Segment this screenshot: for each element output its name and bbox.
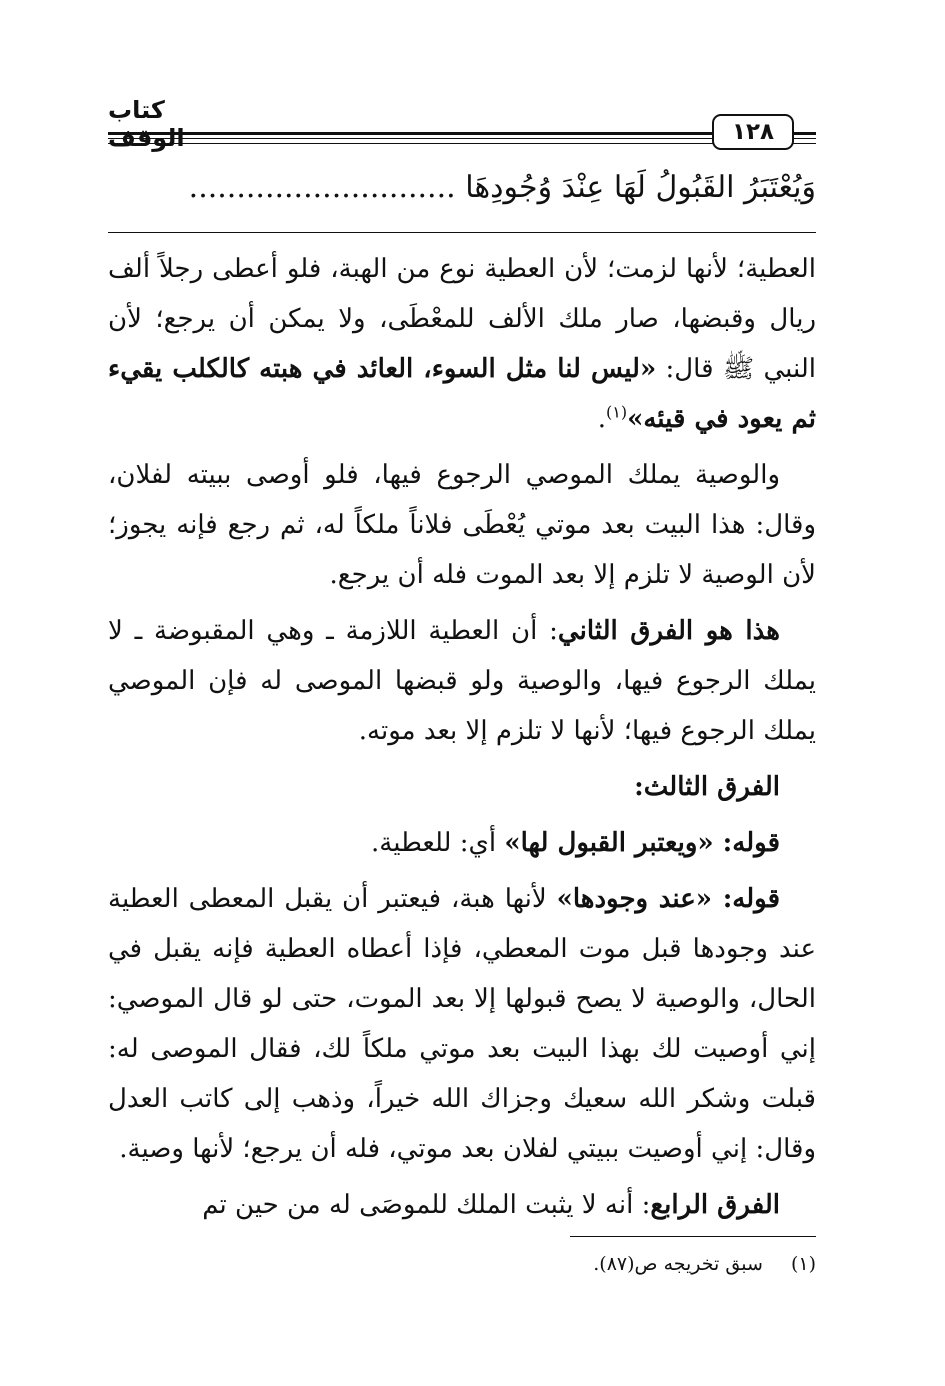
- matn-text: وَيُعْتَبَرُ القَبُولُ لَهَا عِنْدَ وُجُودِهَا: [465, 170, 816, 205]
- paragraph: العطية؛ لأنها لزمت؛ لأن العطية نوع من الهبة، فلو أعطى رجلاً ألف ريال وقبضها، صار ملك الألف للمعْطَى، ولا يمكن أن يرجع؛ لأن النبي ﷺ قال: «ليس لنا مثل السوء، العائد في هبته كالكلب يقيء ثم يعود في قيئه»$^{(١)}$.: [108, 254, 817, 434]
- matn-separator: [108, 232, 816, 233]
- paragraph: قوله: «عند وجودها» لأنها هبة، فيعتبر أن يقبل المعطى العطية عند وجودها قبل موت المعطي، فإذا أعطاه العطية فإنه يقبل في الحال، والوصية لا يصح قبولها إلا بعد الموت، حتى لو قال الموصي: إني أوصيت لك بهذا البيت بعد موتي ملكاً لك، فقال الموصى له: قبلت وشكر الله سعيك وجزاك الله خيراً، وذهب إلى كاتب العدل وقال: إني أوصيت ببيتي لفلان بعد موتي، فله أن يرجع؛ لأنها وصية.: [108, 884, 816, 1164]
- paragraph: الفرق الرابع: أنه لا يثبت الملك للموصَى له من حين تم: [202, 1190, 780, 1220]
- footnote: [108, 1250, 816, 1278]
- header-rule-thin-lower: [108, 143, 816, 144]
- body-text: [108, 244, 816, 1236]
- footnote-text: سبق تخريجه ص(٨٧).: [593, 1253, 763, 1275]
- paragraph: هذا هو الفرق الثاني: أن العطية اللازمة ـ وهي المقبوضة ـ لا يملك الرجوع فيها، والوصية ولو قبضها الموصى له فإن الموصي يملك الرجوع فيها؛ لأنها لا تلزم إلا بعد موته.: [108, 616, 816, 746]
- page-number: ١٢٨: [731, 119, 775, 145]
- header-rule-thick: [108, 132, 816, 135]
- paragraph: والوصية يملك الموصي الرجوع فيها، فلو أوصى ببيته لفلان، وقال: هذا البيت بعد موتي يُعْطَى فلاناً ملكاً له، ثم رجع فإنه يجوز؛ لأن الوصية لا تلزم إلا بعد الموت فله أن يرجع.: [108, 460, 816, 590]
- header-rule-thin: [108, 138, 816, 139]
- section-heading: الفرق الثالث:: [634, 772, 780, 802]
- footnote-rule: [570, 1236, 816, 1237]
- footnote-number: (١): [790, 1253, 816, 1275]
- page-number-badge: [712, 114, 794, 150]
- paragraph: قوله: «ويعتبر القبول لها» أي: للعطية.: [371, 828, 780, 858]
- matn-dots: ............................: [188, 170, 456, 205]
- footnote-ref: (١): [606, 402, 628, 422]
- running-title: كتاب: [108, 96, 165, 124]
- matn-line: [108, 160, 816, 216]
